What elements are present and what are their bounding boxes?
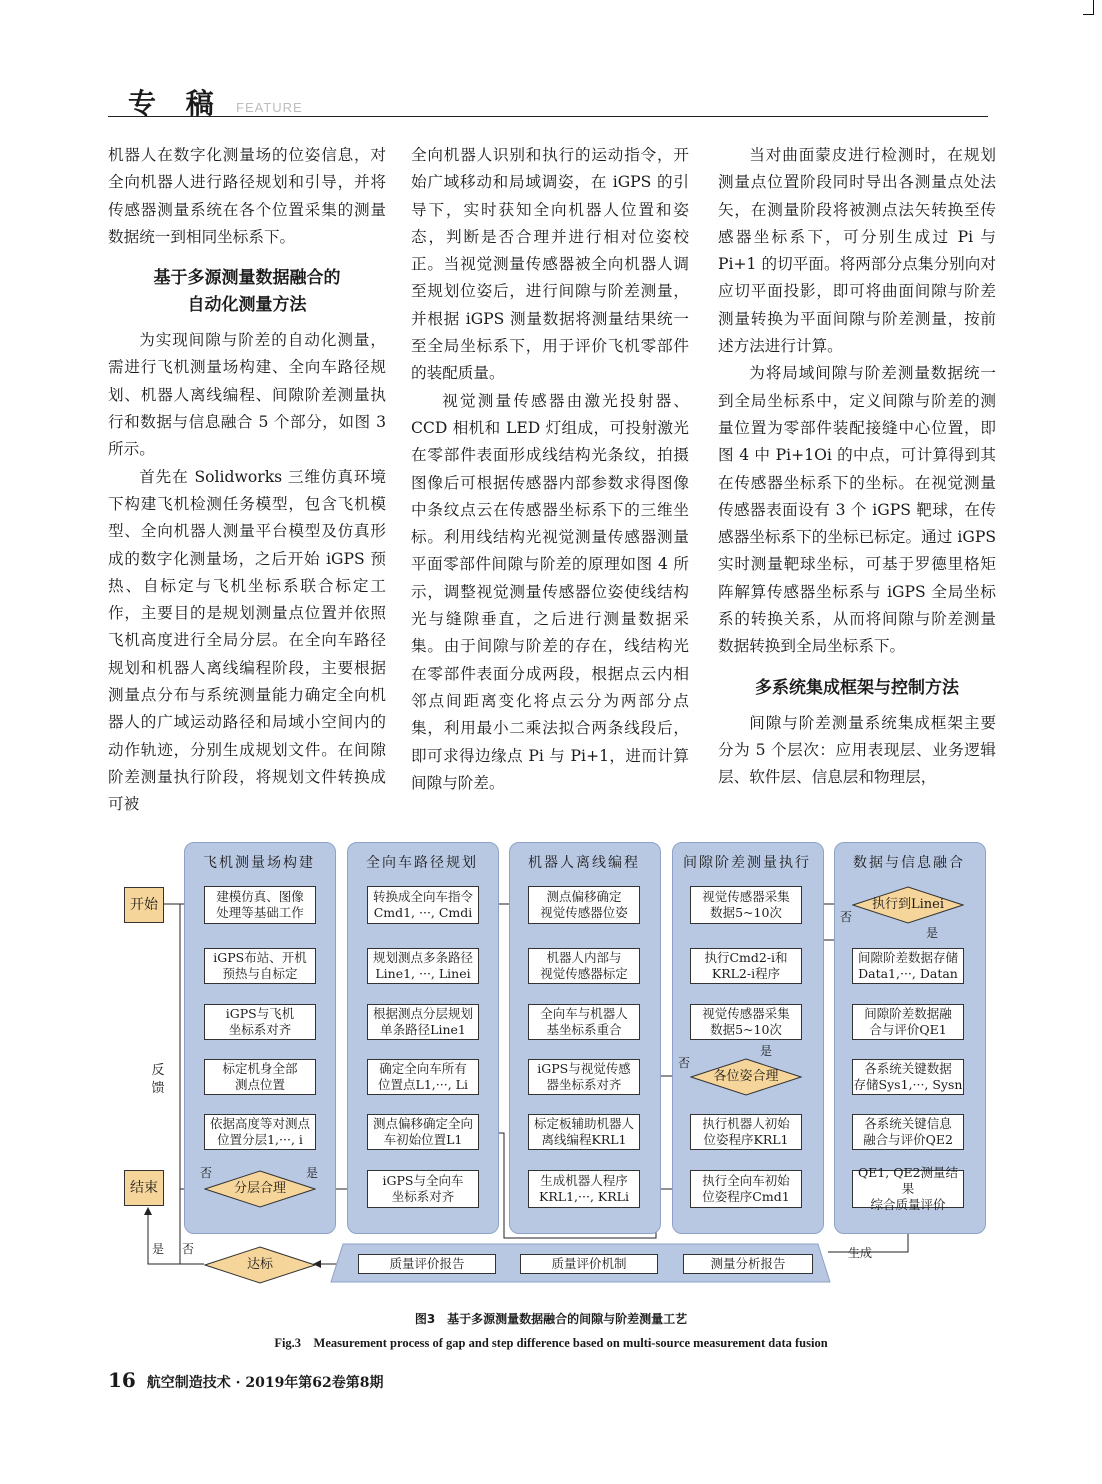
flow-step: 执行Cmd2-i和 KRL2-i程序 <box>690 948 802 984</box>
section-heading: 多系统集成框架与控制方法 <box>755 677 959 698</box>
flow-step: 规划测点多条路径 Line1, ···, Linei <box>367 948 479 984</box>
decision-label: 各位姿合理 <box>713 1069 779 1084</box>
crop-mark <box>1083 0 1094 15</box>
flow-step: 执行机器人初始 位姿程序KRL1 <box>690 1114 802 1150</box>
no-label: 否 <box>678 1056 691 1070</box>
lane-title: 间隙阶差测量执行 <box>683 855 811 871</box>
lane-title: 机器人离线编程 <box>528 855 640 871</box>
no-label: 否 <box>182 1242 195 1256</box>
flow-step: 间隙阶差数据存储 Data1,···, Datan <box>852 948 964 984</box>
paragraph: 当对曲面蒙皮进行检测时，在规划测量点位置阶段同时导出各测量点处法矢，在测量阶段将被测点法矢转换至传感器坐标系下，可分别生成过 Pi 与 Pi+1 的切平面。将两部分点集分别向对应切平面投影，即可将曲面间隙与阶差测量转换为平面间隙与阶差测量，按前述方法进行计算。 <box>718 146 996 356</box>
figure-caption-cn: 图3 基于多源测量数据融合的间隙与阶差测量工艺 <box>414 1312 688 1326</box>
decision-label: 分层合理 <box>233 1181 286 1196</box>
text-column-1 <box>108 142 386 819</box>
process-flowchart <box>118 832 998 1292</box>
lane-title: 全向车路径规划 <box>366 855 478 871</box>
report-box: 质量评价机制 <box>520 1254 658 1274</box>
section-feature-label: FEATURE <box>236 100 303 115</box>
flow-step: 根据测点分层规划 单条路径Line1 <box>367 1004 479 1040</box>
flow-step: 建模仿真、图像 处理等基础工作 <box>204 886 316 924</box>
decision-label: 达标 <box>246 1257 273 1272</box>
section-heading: 基于多源测量数据融合的 自动化测量方法 <box>153 268 341 316</box>
decision-label: 执行到Linei <box>871 897 944 912</box>
flow-step: 转换成全向车指令 Cmd1, ···, Cmdi <box>367 886 479 924</box>
flow-step: iGPS与飞机 坐标系对齐 <box>204 1004 316 1040</box>
page-number: 16 <box>108 1368 136 1392</box>
flow-step: 确定全向车所有 位置点L1,···, Li <box>367 1059 479 1095</box>
text-column-2 <box>411 142 689 797</box>
figure-caption-en: Fig.3 Measurement process of gap and step difference based on multi-source measurement data fusion <box>274 1336 828 1350</box>
flow-step: QE1, QE2测量结果 综合质量评价 <box>852 1170 964 1208</box>
flow-step: 依据高度等对测点 位置分层1,···, i <box>204 1114 316 1150</box>
paragraph: 间隙与阶差测量系统集成框架主要分为 5 个层次：应用表现层、业务逻辑层、软件层、信息层和物理层， <box>718 713 996 787</box>
text-column-3 <box>718 142 996 792</box>
flow-step: 标定板辅助机器人 离线编程KRL1 <box>528 1114 640 1150</box>
flow-step: iGPS与视觉传感 器坐标系对齐 <box>528 1059 640 1095</box>
yes-label: 是 <box>926 926 939 940</box>
flow-step: iGPS布站、开机 预热与自标定 <box>204 948 316 984</box>
flow-step: iGPS与全向车 坐标系对齐 <box>367 1170 479 1208</box>
flow-step: 全向车与机器人 基坐标系重合 <box>528 1004 640 1040</box>
flow-step: 各系统关键信息 融合与评价QE2 <box>852 1114 964 1150</box>
flow-step: 各系统关键数据 存储Sys1,···, Sysn <box>852 1059 964 1095</box>
yes-label: 是 <box>306 1166 319 1180</box>
no-label: 否 <box>840 910 853 924</box>
yes-label: 是 <box>152 1242 165 1256</box>
paragraph: 视觉测量传感器由激光投射器、CCD 相机和 LED 灯组成，可投射激光在零部件表面形成线结构光条纹，拍摄图像后可根据传感器内部参数求得图像中条纹点云在传感器坐标系下的三维坐标。利用线结构光视觉测量传感器测量平面零部件间隙与阶差的原理如图 4 所示，调整视觉测量传感器位姿使线结构光与缝隙垂直，之后进行测量数据采集。由于间隙与阶差的存在，线结构光在零部件表面分成两段，根据点云内相邻点间距离变化将点云分为两部分点集，利用最小二乘法拟合两条线段后，即可求得边缘点 Pi 与 Pi+1，进而计算间隙与阶差。 <box>411 391 689 792</box>
flow-step: 标定机身全部 测点位置 <box>204 1059 316 1095</box>
section-title: 专 稿 <box>128 87 224 120</box>
page-footer <box>108 1368 384 1392</box>
paragraph: 为将局域间隙与阶差测量数据统一到全局坐标系中，定义间隙与阶差的测量位置为零部件装配接缝中心位置，即图 4 中 Pi+1Oi 的中点，可计算得到其在传感器坐标系下的坐标。在视觉测量传感器表面设有 3 个 iGPS 靶球，在传感器坐标系下的坐标已标定。通过 iGPS 实时测量靶球坐标，可基于罗德里格矩阵解算传感器坐标系与 iGPS 全局坐标系的转换关系，从而将间隙与阶差测量数据转换到全局坐标系下。 <box>718 364 996 656</box>
flow-step: 测点偏移确定全向 车初始位置L1 <box>367 1114 479 1150</box>
paragraph: 首先在 Solidworks 三维仿真环境下构建飞机检测任务模型，包含飞机模型、全向机器人测量平台模型及仿真形成的数字化测量场，之后开始 iGPS 预热、自标定与飞机坐标系联合标定工作，主要目的是规划测量点位置并依照飞机高度进行全局分层。在全向车路径规划和机器人离线编程阶段，主要根据测量点分布与系统测量能力确定全向机器人的广域运动路径和局域小空间内的动作轨迹，分别生成规划文件。在间隙阶差测量执行阶段，将规划文件转换成可被 <box>108 467 386 814</box>
flow-step: 视觉传感器采集 数据5~10次 <box>690 886 802 924</box>
page-header <box>108 82 988 122</box>
generate-label: 生成 <box>848 1246 873 1260</box>
flow-step: 视觉传感器采集 数据5~10次 <box>690 1004 802 1040</box>
flow-step: 生成机器人程序 KRL1,···, KRLi <box>528 1170 640 1208</box>
start-node: 开始 <box>124 887 164 923</box>
end-node: 结束 <box>124 1170 164 1206</box>
yes-label: 是 <box>760 1044 773 1058</box>
flow-step: 执行全向车初始 位姿程序Cmd1 <box>690 1170 802 1208</box>
paragraph: 全向机器人识别和执行的运动指令，开始广域移动和局域调姿，在 iGPS 的引导下，实时获知全向机器人位置和姿态，判断是否合理并进行相对位姿校正。当视觉测量传感器被全向机器人调至规划位姿后，进行间隙与阶差测量，并根据 iGPS 测量数据将测量结果统一至全局坐标系下，用于评价飞机零部件的装配质量。 <box>411 146 689 383</box>
report-box: 测量分析报告 <box>683 1254 813 1274</box>
no-label: 否 <box>200 1166 213 1180</box>
feedback-label: 反 馈 <box>151 1063 165 1096</box>
flow-step: 机器人内部与 视觉传感器标定 <box>528 948 640 984</box>
journal-info: 航空制造技术 · 2019年第62卷第8期 <box>146 1375 384 1391</box>
paragraph: 为实现间隙与阶差的自动化测量，需进行飞机测量场构建、全向车路径规划、机器人离线编程、间隙阶差测量执行和数据与信息融合 5 个部分，如图 3 所示。 <box>108 331 386 459</box>
header-rule <box>108 116 988 117</box>
flow-step: 间隙阶差数据融 合与评价QE1 <box>852 1004 964 1040</box>
report-box: 质量评价报告 <box>358 1254 496 1274</box>
lane-title: 数据与信息融合 <box>853 855 965 871</box>
flow-step: 测点偏移确定 视觉传感器位姿 <box>528 886 640 924</box>
lane-title: 飞机测量场构建 <box>203 855 315 871</box>
paragraph: 机器人在数字化测量场的位姿信息，对全向机器人进行路径规划和引导，并将传感器测量系统在各个位置采集的测量数据统一到相同坐标系下。 <box>108 146 386 246</box>
